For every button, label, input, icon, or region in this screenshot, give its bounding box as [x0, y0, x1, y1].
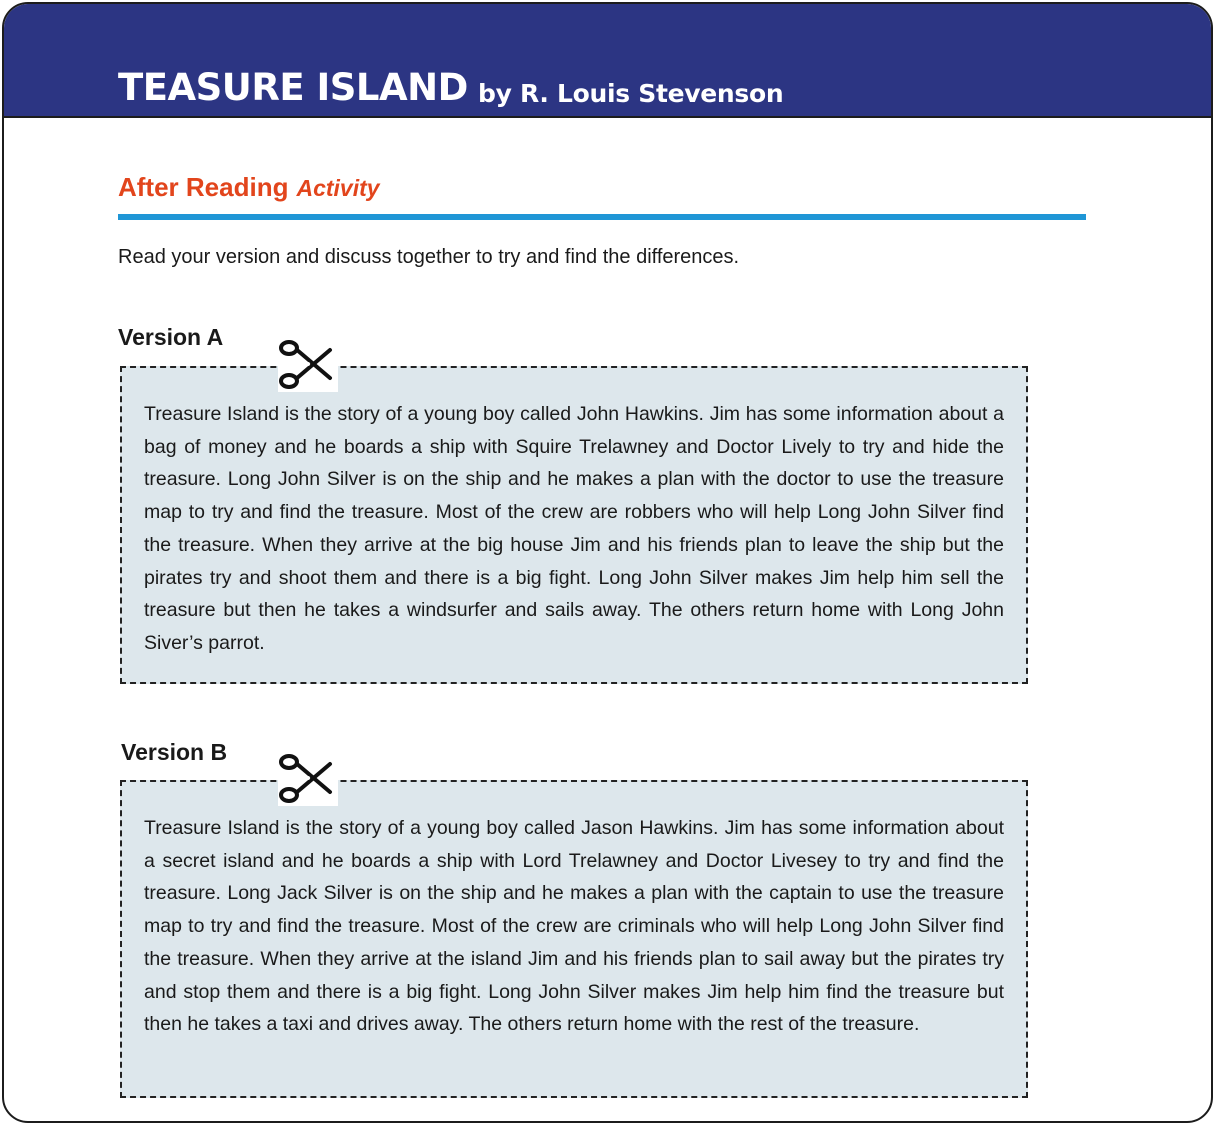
- scissors-icon: [278, 752, 338, 806]
- page-title: TEASURE ISLAND: [118, 66, 468, 109]
- section-title: After Reading: [118, 172, 289, 202]
- scissors-icon: [278, 338, 338, 392]
- section-subtitle: Activity: [296, 175, 380, 201]
- section-heading: [118, 172, 380, 203]
- worksheet-frame: [2, 2, 1213, 1123]
- version-a-label: Version A: [118, 324, 224, 350]
- instructions-text: Read your version and discuss together to try and find the differences.: [118, 246, 740, 268]
- author-byline: by R. Louis Stevenson: [478, 79, 784, 108]
- version-a-cut-box: [120, 366, 1028, 684]
- version-b-label: Version B: [121, 739, 228, 765]
- header-banner: [4, 4, 1211, 118]
- section-divider: [118, 214, 1086, 220]
- version-a-text: Treasure Island is the story of a young boy called John Hawkins. Jim has some information about a bag of money and he boards a ship with Squire Trelawney and Doctor Lively to try and hide the treasure. Long John Silver is on the ship and he makes a plan with the doctor to use the treasure map to try and find the treasure. Most of the crew are robbers who will help Long John Silver find the treasure. When they arrive at the big house Jim and his friends plan to leave the ship but the pirates try and shoot them and there is a big fight. Long John Silver makes Jim help him sell the treasure but then he takes a windsurfer and sails away. The others return home with Long John Siver’s parrot.: [144, 403, 1004, 654]
- version-b-text: Treasure Island is the story of a young boy called Jason Hawkins. Jim has some information about a secret island and he boards a ship with Lord Trelawney and Doctor Livesey to try and find the treasure. Long Jack Silver is on the ship and he makes a plan with the captain to use the treasure map to try and find the treasure. Most of the crew are criminals who will help Long John Silver find the treasure. When they arrive at the island Jim and his friends plan to sail away but the pirates try and stop them and there is a big fight. Long John Silver makes Jim help him find the treasure but then he takes a taxi and drives away. The others return home with the rest of the treasure.: [144, 817, 1004, 1036]
- version-b-cut-box: [120, 780, 1028, 1098]
